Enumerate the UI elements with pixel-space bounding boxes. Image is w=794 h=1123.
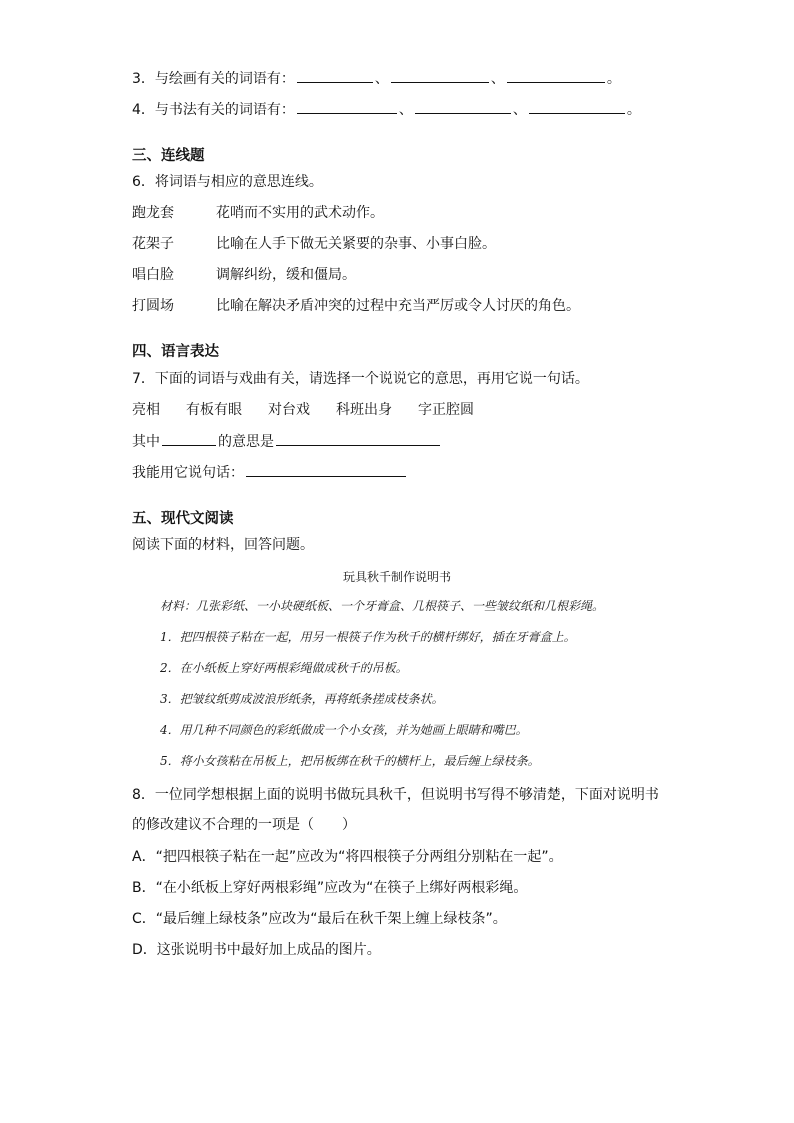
question-3 [132,68,621,89]
line-middle: 的意思是 [218,434,274,450]
manual-step: 3．把皱纹纸剪成波浪形纸条，再将纸条搓成枝条状。 [160,692,444,706]
meaning-line [132,431,442,452]
sentence-line [132,462,408,483]
word-blank[interactable] [162,431,216,446]
reading-intro: 阅读下面的材料，回答问题。 [132,537,314,553]
section-4-heading: 四、语言表达 [132,344,219,360]
manual-title: 玩具秋千制作说明书 [342,570,451,584]
separator: 、 [374,71,389,87]
line-prefix: 我能用它说句话： [132,465,244,481]
match-row [132,265,356,285]
question-4-text: 4．与书法有关的词语有： [132,102,295,118]
match-row [132,234,496,254]
manual-step: 2．在小纸板上穿好两根彩绳做成秋千的吊板。 [160,661,408,675]
answer-blank[interactable] [507,68,605,83]
period: 。 [606,71,621,87]
question-6: 6．将词语与相应的意思连线。 [132,174,323,190]
answer-blank[interactable] [297,68,373,83]
section-5-heading: 五、现代文阅读 [132,511,234,527]
separator: 、 [512,102,527,118]
line-prefix: 其中 [132,434,160,450]
manual-step: 1．把四根筷子粘在一起，用另一根筷子作为秋千的横杆绑好，插在牙膏盒上。 [160,630,576,644]
match-row [132,296,580,316]
answer-blank[interactable] [529,99,625,114]
question-3-text: 3．与绘画有关的词语有： [132,71,295,87]
question-4 [132,99,641,120]
separator: 、 [398,102,413,118]
manual-step: 5．将小女孩粘在吊板上，把吊板绑在秋千的横杆上，最后缠上绿枝条。 [160,754,540,768]
option-a[interactable]: A．“把四根筷子粘在一起”应改为“将四根筷子分两组分别粘在一起”。 [132,849,563,865]
question-7: 7．下面的词语与戏曲有关，请选择一个说说它的意思，再用它说一句话。 [132,371,589,387]
answer-blank[interactable] [391,68,489,83]
answer-blank[interactable] [415,99,511,114]
match-meaning[interactable]: 花哨而不实用的武术动作。 [216,205,384,221]
section-3-heading: 三、连线题 [132,148,205,164]
answer-blank[interactable] [297,99,397,114]
option-b[interactable]: B．“在小纸板上穿好两根彩绳”应改为“在筷子上绑好两根彩绳。 [132,880,528,896]
opera-word: 字正腔圆 [418,402,474,418]
match-meaning[interactable]: 比喻在解决矛盾冲突的过程中充当严厉或令人讨厌的角色。 [216,298,580,314]
option-c[interactable]: C．“最后缠上绿枝条”应改为“最后在秋千架上缠上绿枝条”。 [132,911,507,927]
meaning-blank[interactable] [276,431,440,446]
match-meaning[interactable]: 比喻在人手下做无关紧要的杂事、小事白脸。 [216,236,496,252]
sentence-blank[interactable] [246,462,406,477]
match-term[interactable]: 唱白脸 [132,267,174,283]
opera-word: 有板有眼 [186,402,242,418]
separator: 、 [490,71,505,87]
question-8-line2: 的修改建议不合理的一项是（ ） [132,817,356,833]
manual-materials: 材料：几张彩纸、一小块硬纸板、一个牙膏盒、几根筷子、一些皱纹纸和几根彩绳。 [160,599,605,613]
opera-word: 科班出身 [336,402,392,418]
period: 。 [626,102,641,118]
match-term[interactable]: 跑龙套 [132,205,174,221]
match-row [132,203,384,223]
match-term[interactable]: 花架子 [132,236,174,252]
question-8-line1: 8．一位同学想根据上面的说明书做玩具秋千，但说明书写得不够清楚，下面对说明书 [132,787,659,803]
manual-step: 4．用几种不同颜色的彩纸做成一个小女孩，并为她画上眼睛和嘴巴。 [160,723,528,737]
match-meaning[interactable]: 调解纠纷，缓和僵局。 [216,267,356,283]
word-list [132,400,500,420]
option-d[interactable]: D．这张说明书中最好加上成品的图片。 [132,942,381,958]
match-term[interactable]: 打圆场 [132,298,174,314]
opera-word: 亮相 [132,402,160,418]
opera-word: 对台戏 [268,402,310,418]
